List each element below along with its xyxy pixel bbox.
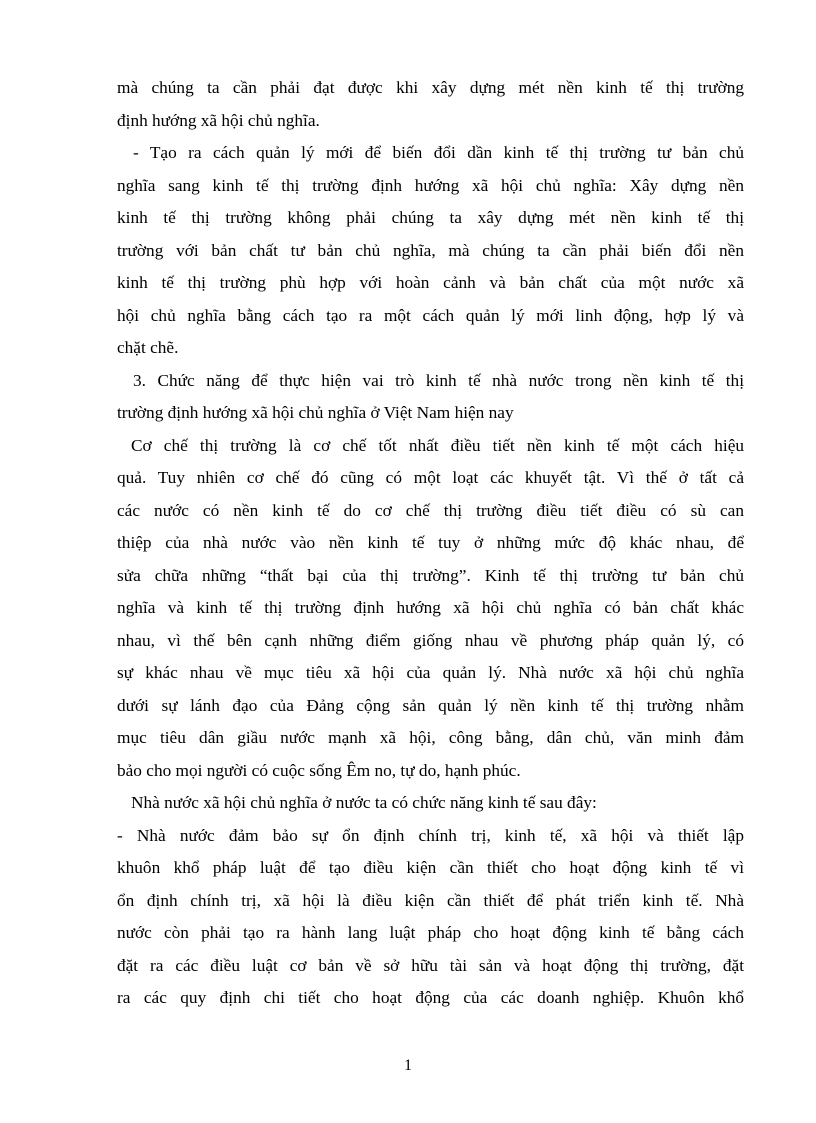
text-line: quả. Tuy nhiên cơ chế đó cũng có một loạt các khuyết tật. Vì thế ở tất cả	[117, 468, 744, 487]
text-line: - Tạo ra cách quản lý mới để biến đổi dần kinh tế thị trường tư bản chủ	[133, 143, 744, 162]
text-line: thiệp của nhà nước vào nền kinh tế tuy ở những mức độ khác nhau, để	[117, 533, 744, 552]
text-line: chặt chẽ.	[117, 338, 179, 357]
text-line: trường với bản chất tư bản chủ nghĩa, mà chúng ta cần phải biến đổi nền	[117, 240, 744, 260]
text-line: ổn định chính trị, xã hội là điều kiện cần thiết để phát triển kinh tế. Nhà	[117, 890, 744, 910]
text-line: sửa chữa những “thất bại của thị trường”. Kinh tế thị trường tư bản chủ	[117, 565, 744, 585]
text-line: bảo cho mọi người có cuộc sống Êm no, tự do, hạnh phúc.	[117, 760, 521, 780]
text-line: nước còn phải tạo ra hành lang luật pháp cho hoạt động kinh tế bằng cách	[117, 923, 744, 942]
text-line: kinh tế thị trường không phải chúng ta xây dựng mét nền kinh tế thị	[117, 208, 744, 227]
text-line: định hướng xã hội chủ nghĩa.	[117, 110, 320, 130]
text-line: khuôn khổ pháp luật để tạo điều kiện cần thiết cho hoạt động kinh tế vì	[117, 858, 744, 877]
text-line: nghĩa sang kinh tế thị trường định hướng xã hội chủ nghĩa: Xây dựng nền	[117, 175, 744, 195]
text-line: các nước có nền kinh tế do cơ chế thị trường điều tiết điều có sù can	[117, 500, 744, 520]
text-line: dưới sự lánh đạo của Đảng cộng sản quản lý nền kinh tế thị trường nhằm	[117, 695, 744, 715]
text-line: mà chúng ta cần phải đạt được khi xây dựng mét nền kinh tế thị trường	[117, 78, 744, 97]
text-line: Cơ chế thị trường là cơ chế tốt nhất điều tiết nền kinh tế một cách hiệu	[131, 435, 744, 455]
text-line: kinh tế thị trường phù hợp với hoàn cảnh và bản chất của một nước xã	[117, 273, 744, 292]
section-heading-line: 3. Chức năng để thực hiện vai trò kinh tế nhà nước trong nền kinh tế thị	[133, 370, 744, 390]
text-line: sự khác nhau về mục tiêu xã hội của quản lý. Nhà nước xã hội chủ nghĩa	[117, 663, 744, 682]
text-line: nhau, vì thế bên cạnh những điểm giống nhau về phương pháp quản lý, có	[117, 630, 744, 650]
page-number: 1	[404, 1057, 412, 1074]
text-line: mục tiêu dân giầu nước mạnh xã hội, công bằng, dân chủ, văn minh đảm	[117, 728, 744, 747]
text-line: - Nhà nước đảm bảo sự ổn định chính trị, kinh tế, xã hội và thiết lập	[117, 825, 744, 845]
text-line: Nhà nước xã hội chủ nghĩa ở nước ta có chức năng kinh tế sau đây:	[131, 793, 597, 812]
text-line: ra các quy định chi tiết cho hoạt động của các doanh nghiệp. Khuôn khổ	[117, 988, 744, 1007]
text-line: nghĩa và kinh tế thị trường định hướng xã hội chủ nghĩa có bản chất khác	[117, 598, 744, 617]
text-line: hội chủ nghĩa bằng cách tạo ra một cách quản lý mới linh động, hợp lý và	[117, 305, 744, 325]
section-heading-line: trường định hướng xã hội chủ nghĩa ở Việt Nam hiện nay	[117, 403, 514, 422]
text-line: đặt ra các điều luật cơ bản về sở hữu tài sản và hoạt động thị trường, đặt	[117, 955, 744, 975]
body-text	[117, 72, 744, 1015]
